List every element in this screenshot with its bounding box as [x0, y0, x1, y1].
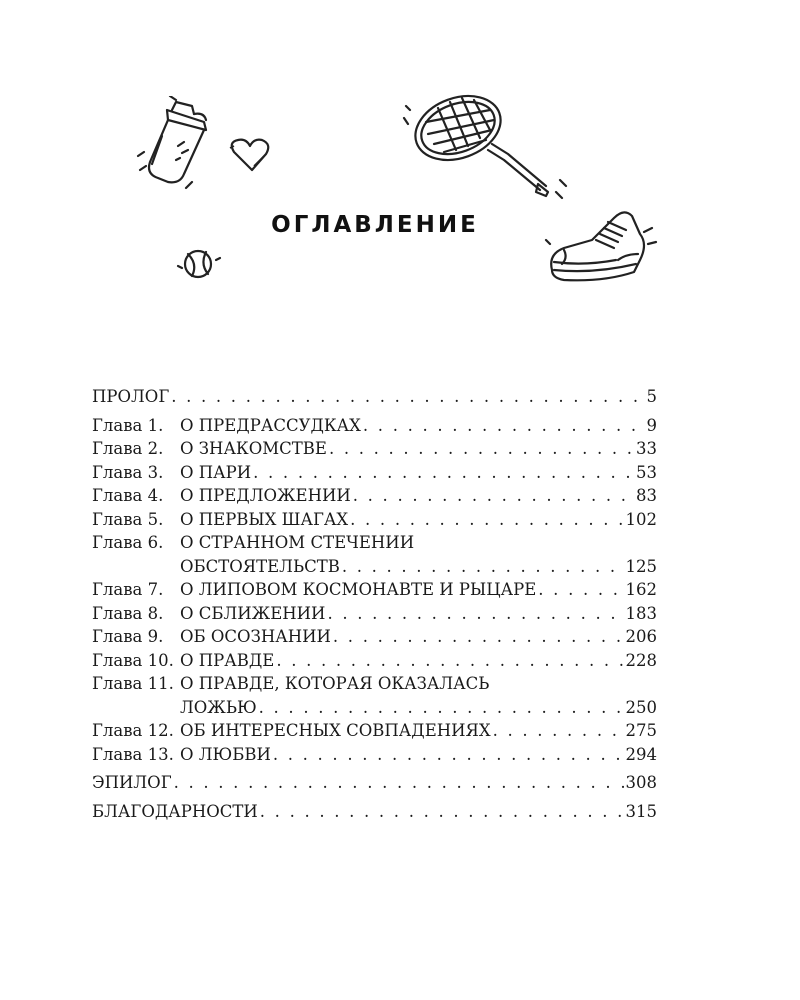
toc-entry-chapter-6	[92, 531, 657, 555]
toc-entry-title-continued: ОБСТОЯТЕЛЬСТВ	[180, 556, 340, 576]
toc-page-number: 294	[625, 744, 657, 764]
toc-page-number: 308	[625, 773, 657, 792]
chapter-prefix: Глава 1.	[92, 415, 164, 435]
toc-entry-title-continued: ЛОЖЬЮ	[180, 697, 257, 717]
dot-leader	[276, 649, 623, 673]
table-of-contents	[92, 385, 657, 823]
dot-leader	[253, 461, 634, 485]
toc-entry-chapter-3	[92, 461, 657, 485]
toc-entry-title: О ПРАВДЕ, КОТОРАЯ ОКАЗАЛАСЬ	[180, 674, 490, 693]
dot-leader	[171, 385, 644, 409]
dot-leader	[273, 743, 624, 767]
chapter-prefix: Глава 2.	[92, 439, 164, 458]
toc-entry-chapter-1	[92, 414, 657, 438]
toc-page-number: 183	[625, 603, 657, 623]
toc-entry-title: ОБ ИНТЕРЕСНЫХ СОВПАДЕНИЯХ	[180, 721, 491, 740]
chapter-prefix: Глава 11.	[92, 674, 174, 693]
tennis-ball-icon	[174, 246, 222, 282]
toc-page-number: 33	[636, 439, 657, 458]
tennis-racket-icon	[400, 88, 582, 204]
chapter-prefix: Глава 9.	[92, 627, 164, 646]
toc-entry-prologue	[92, 385, 657, 409]
dot-leader	[350, 508, 623, 532]
chapter-prefix: Глава 12.	[92, 721, 174, 740]
toc-entry-chapter-4	[92, 484, 657, 508]
toc-page-number: 228	[625, 650, 657, 670]
toc-page-number: 5	[646, 387, 657, 406]
dot-leader	[327, 602, 623, 626]
toc-entry-chapter-8	[92, 602, 657, 626]
dot-leader	[260, 800, 624, 824]
dot-leader	[342, 555, 624, 579]
toc-page-number: 83	[636, 486, 657, 505]
toc-entry-title: ЭПИЛОГ	[92, 773, 172, 792]
chapter-prefix: Глава 6.	[92, 533, 164, 552]
toc-entry-chapter-10	[92, 649, 657, 673]
toc-entry-epilogue	[92, 771, 657, 795]
dot-leader	[363, 414, 645, 438]
toc-entry-acknowledgements	[92, 800, 657, 824]
toc-entry-chapter-2	[92, 437, 657, 461]
chapter-prefix: Глава 10.	[92, 650, 174, 670]
toc-entry-chapter-12	[92, 719, 657, 743]
toc-entry-chapter-11-continued	[92, 696, 657, 720]
toc-entry-title: О ПЕРВЫХ ШАГАХ	[180, 509, 349, 529]
dot-leader	[329, 437, 634, 461]
page-title: ОГЛАВЛЕНИЕ	[271, 212, 479, 238]
dot-leader	[174, 771, 624, 795]
chapter-prefix: Глава 4.	[92, 486, 164, 505]
chapter-prefix: Глава 7.	[92, 580, 164, 599]
toc-entry-title: ОБ ОСОЗНАНИИ	[180, 627, 331, 646]
toc-entry-chapter-7	[92, 578, 657, 602]
toc-entry-title: О ПАРИ	[180, 462, 252, 482]
chapter-prefix: Глава 8.	[92, 603, 164, 623]
dot-leader	[353, 484, 634, 508]
toc-entry-chapter-11	[92, 672, 657, 696]
toc-entry-title: ПРОЛОГ	[92, 387, 170, 406]
toc-entry-title: О ПРЕДЛОЖЕНИИ	[180, 486, 351, 505]
toc-entry-title: О ПРЕДРАССУДКАХ	[180, 415, 361, 435]
toc-page-number: 102	[625, 509, 657, 529]
toc-entry-chapter-13	[92, 743, 657, 767]
chapter-prefix: Глава 3.	[92, 462, 164, 482]
dot-leader	[493, 719, 624, 743]
toc-page-number: 162	[625, 580, 657, 599]
toc-entry-title: О ЗНАКОМСТВЕ	[180, 439, 327, 458]
toc-page-number: 125	[625, 556, 657, 576]
shaker-bottle-icon	[132, 96, 222, 192]
toc-page-number: 315	[625, 801, 657, 821]
toc-entry-chapter-5	[92, 508, 657, 532]
toc-page-number: 53	[636, 462, 657, 482]
dot-leader	[333, 625, 624, 649]
toc-page-number: 206	[625, 627, 657, 646]
chapter-prefix: Глава 5.	[92, 509, 164, 529]
dot-leader	[538, 578, 623, 602]
toc-entry-chapter-6-continued	[92, 555, 657, 579]
heart-icon	[228, 134, 274, 174]
toc-page-number: 275	[625, 721, 657, 740]
dot-leader	[259, 696, 624, 720]
chapter-prefix: Глава 13.	[92, 744, 174, 764]
toc-entry-title: О СТРАННОМ СТЕЧЕНИИ	[180, 533, 415, 552]
toc-entry-title: О ПРАВДЕ	[180, 650, 275, 670]
toc-page-number: 9	[646, 415, 657, 435]
toc-entry-title: О ЛИПОВОМ КОСМОНАВТЕ И РЫЦАРЕ	[180, 580, 537, 599]
toc-entry-title: О ЛЮБВИ	[180, 744, 271, 764]
toc-entry-chapter-9	[92, 625, 657, 649]
toc-entry-title: БЛАГОДАРНОСТИ	[92, 801, 258, 821]
toc-page-number: 250	[625, 697, 657, 717]
toc-entry-title: О СБЛИЖЕНИИ	[180, 603, 326, 623]
